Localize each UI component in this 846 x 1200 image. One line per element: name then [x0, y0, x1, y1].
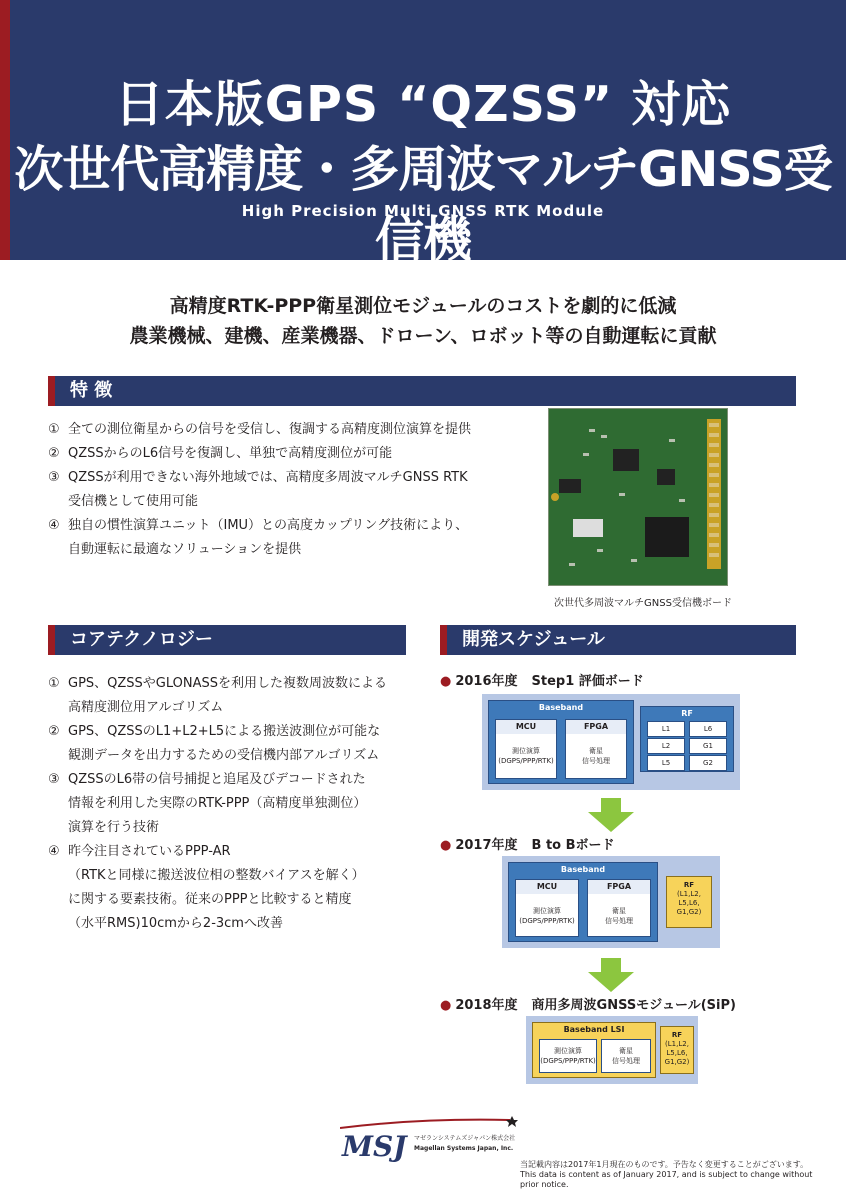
subtitle: High Precision Multi GNSS RTK Module [241, 202, 605, 220]
item-number: ② [48, 724, 60, 739]
mcu-desc [496, 746, 556, 766]
schedule-heading-text: 開発スケジュール [462, 629, 605, 650]
rf-cell: G1 [689, 738, 727, 754]
company-jp: マゼランシステムズジャパン株式会社 [414, 1135, 516, 1142]
note-jp: 当記載内容は2017年1月現在のものです。予告なく変更することがございます。 [520, 1160, 809, 1169]
calc-block [539, 1039, 597, 1073]
list-item [48, 514, 538, 562]
mcu-label: MCU [496, 720, 556, 734]
sig-desc [602, 1046, 650, 1066]
core-tech-heading [48, 625, 406, 655]
item-text: QZSSからのL6信号を復調し、単独で高精度測位が可能 [68, 446, 393, 461]
baseband-label: Baseband [560, 865, 606, 874]
rf-cell: L6 [689, 721, 727, 737]
item-text: GPS、QZSSのL1+L2+L5による搬送波測位が可能な [68, 724, 381, 739]
item-text-cont: （水平RMS)10cmから2-3cmへ改善 [68, 916, 283, 931]
calc-text: 測位演算 [512, 747, 540, 755]
item-text-cont: 観測データを出力するための受信機内部アルゴリズム [68, 748, 380, 763]
tagline-2: 農業機械、建機、産業機器、ドローン、ロボット等の自動運転に貢献 [129, 325, 717, 347]
schedule-heading [440, 625, 796, 655]
item-number: ④ [48, 518, 60, 533]
item-text: 独自の慣性演算ユニット（IMU）との高度カップリング技術により、 [68, 518, 469, 533]
sig-text-2: 信号処理 [612, 1057, 640, 1065]
fpga-label: FPGA [588, 880, 650, 894]
core-tech-list [48, 672, 428, 936]
mcu-desc [516, 906, 578, 926]
calc-text: 測位演算 [533, 907, 561, 915]
item-text-cont: 高精度測位用アルゴリズム [68, 700, 224, 715]
company-en: Magellan Systems Japan, Inc. [414, 1145, 514, 1152]
list-item [48, 442, 538, 466]
item-number: ③ [48, 772, 60, 787]
list-item [48, 768, 428, 840]
fpga-desc [566, 746, 626, 766]
down-arrow-icon [586, 958, 636, 992]
baseband-label: Baseband [538, 703, 584, 712]
calc-text: 測位演算 [554, 1047, 582, 1055]
calc-mode-text: (DGPS/PPP/RTK) [540, 1057, 596, 1065]
list-item [48, 720, 428, 768]
rf-label: RF [681, 709, 693, 718]
step-year: 2018年度 [455, 998, 518, 1013]
mcu-chip [515, 879, 579, 937]
rf-cell: L1 [647, 721, 685, 737]
item-text: QZSSのL6帯の信号捕捉と追尾及びデコードされた [68, 772, 366, 787]
heading-red-mark [440, 625, 447, 655]
step-label: 商用多周波GNSSモジュール(SiP) [531, 998, 736, 1013]
baseband-box [488, 700, 634, 784]
diagram-2016 [482, 694, 740, 790]
core-tech-heading-text: コアテクノロジー [70, 629, 213, 650]
schedule-step-2017 [440, 834, 615, 853]
rf-label: RF [683, 881, 695, 889]
footer-note [520, 1160, 830, 1190]
baseband-lsi-label: Baseband LSI [563, 1025, 625, 1034]
rf-bands: G1,G2) [676, 908, 702, 916]
item-number: ② [48, 446, 60, 461]
down-arrow-icon [586, 798, 636, 832]
sig-text: 衛星 [619, 1047, 633, 1055]
bullet-dot-icon: ● [440, 674, 452, 689]
item-text: QZSSが利用できない海外地域では、高精度多周波マルチGNSS RTK [68, 470, 468, 485]
list-item [48, 672, 428, 720]
receiver-board-photo [548, 408, 728, 586]
item-text-cont: 自動運転に最適なソリューションを提供 [68, 542, 302, 557]
item-number: ④ [48, 844, 60, 859]
baseband-box [508, 862, 658, 942]
fpga-desc [588, 906, 650, 926]
item-text-cont: 受信機として使用可能 [68, 494, 199, 509]
header-banner [0, 0, 846, 268]
sig-text-2: 信号処理 [605, 917, 633, 925]
sig-text: 衛星 [589, 747, 603, 755]
photo-caption: 次世代多周波マルチGNSS受信機ボード [554, 598, 732, 609]
item-text: 全ての測位衛星からの信号を受信し、復調する高精度測位演算を提供 [68, 422, 472, 437]
list-item [48, 466, 538, 514]
diagram-2017 [502, 856, 720, 948]
diagram-2018 [526, 1016, 698, 1084]
fpga-chip [565, 719, 627, 779]
logo-text: MSJ [342, 1130, 407, 1163]
calc-mode-text: (DGPS/PPP/RTK) [519, 917, 575, 925]
rf-bands: L5,L6, [666, 1049, 688, 1057]
item-text-cont: に関する要素技術。従来のPPPと比較すると精度 [68, 892, 352, 907]
item-number: ③ [48, 470, 60, 485]
features-heading [48, 376, 796, 406]
step-label: Step1 評価ボード [531, 674, 644, 689]
rf-bands: G1,G2) [664, 1058, 690, 1066]
item-number: ① [48, 676, 60, 691]
calc-mode-text: (DGPS/PPP/RTK) [498, 757, 554, 765]
rf-label: RF [671, 1031, 683, 1039]
schedule-step-2018 [440, 994, 736, 1013]
rf-box [640, 706, 734, 772]
calc-desc [540, 1046, 596, 1066]
bullet-dot-icon: ● [440, 838, 452, 853]
bullet-dot-icon: ● [440, 998, 452, 1013]
note-en: This data is content as of January 2017, and is subject to change without prior notice. [520, 1170, 813, 1189]
rf-bands: (L1,L2, [665, 1040, 689, 1048]
item-text: 昨今注目されているPPP-AR [68, 844, 231, 859]
title-line-2: 次世代高精度・多周波マルチGNSS受信機 [14, 141, 832, 268]
step-year: 2016年度 [455, 674, 518, 689]
rf-cell: G2 [689, 755, 727, 771]
company-logo [340, 1114, 520, 1166]
heading-red-mark [48, 625, 55, 655]
baseband-lsi-box [532, 1022, 656, 1078]
heading-red-mark [48, 376, 55, 406]
sig-text-2: 信号処理 [582, 757, 610, 765]
fpga-label: FPGA [566, 720, 626, 734]
signal-block [601, 1039, 651, 1073]
circuit-board-image [549, 409, 728, 586]
title-line-1: 日本版GPS “QZSS” 対応 [114, 76, 732, 133]
mcu-label: MCU [516, 880, 578, 894]
rf-box [666, 876, 712, 928]
tagline-1: 高精度RTK-PPP衛星測位モジュールのコストを劇的に低減 [169, 295, 677, 317]
rf-bands: L5,L6, [678, 899, 700, 907]
features-heading-text: 特 徴 [70, 380, 113, 401]
msj-logo-icon [340, 1114, 520, 1166]
rf-cell: L2 [647, 738, 685, 754]
mcu-chip [495, 719, 557, 779]
rf-cell: L5 [647, 755, 685, 771]
step-year: 2017年度 [455, 838, 518, 853]
step-label: B to Bボード [531, 838, 615, 853]
sig-text: 衛星 [612, 907, 626, 915]
item-text: GPS、QZSSやGLONASSを利用した複数周波数による [68, 676, 388, 691]
item-text-cont: 演算を行う技術 [68, 820, 160, 835]
item-text-cont: 情報を利用した実際のRTK-PPP（高精度単独測位） [68, 796, 367, 811]
list-item [48, 840, 428, 936]
list-item [48, 418, 538, 442]
schedule-step-2016 [440, 670, 644, 689]
item-text-cont: （RTKと同様に搬送波位相の整数バイアスを解く） [68, 868, 365, 883]
rf-bands: (L1,L2, [677, 890, 701, 898]
features-list [48, 418, 538, 562]
fpga-chip [587, 879, 651, 937]
rf-box [660, 1026, 694, 1074]
item-number: ① [48, 422, 60, 437]
